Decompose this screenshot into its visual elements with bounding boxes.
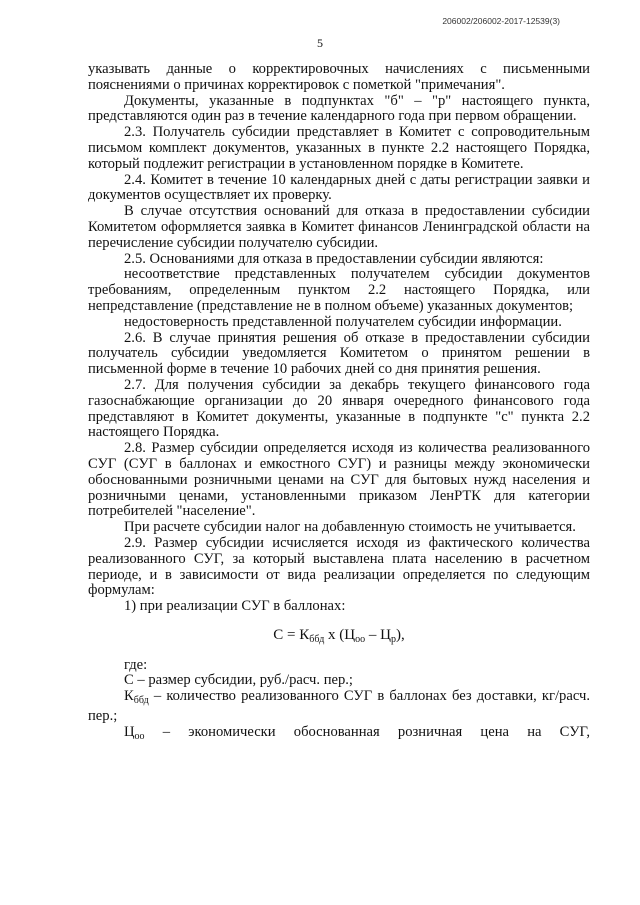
document-id: 206002/206002-2017-12539(3) (442, 16, 560, 26)
paragraph: 2.4. Комитет в течение 10 календарных дней с даты регистрации заявки и документов осуществляет их проверку. (88, 171, 590, 204)
paragraph: указывать данные о корректировочных начислениях с письменными пояснениями о причинах корректировок с пометкой "примечания". (88, 61, 590, 93)
definition-c: С – размер субсидии, руб./расч. пер.; (124, 672, 353, 689)
definition-k-symbol: К (124, 688, 134, 705)
formula-minus: – Ц (365, 626, 391, 643)
definition-k-text: – количество реализованного СУГ в баллонах без доставки, кг/расч. пер.; (88, 688, 590, 725)
paragraph: 2.3. Получатель субсидии представляет в Комитет с сопроводительным письмом комплект документов, указанных в пункте 2.2 настоящего Порядка, который подлежит регистрации в установленном порядке в Комитете. (88, 124, 590, 172)
paragraph: недостоверность представленной получателем субсидии информации. (124, 313, 562, 330)
formula-k-subscript: ббд (309, 633, 325, 645)
definition-k-subscript: ббд (133, 695, 149, 707)
definition-ts-symbol: Ц (124, 723, 135, 740)
page-number: 5 (317, 36, 323, 50)
formula-end: ), (395, 626, 405, 643)
definition-k (88, 689, 590, 725)
formula-mid: х (Ц (324, 626, 356, 643)
paragraph: В случае отсутствия оснований для отказа в предоставлении субсидии Комитетом оформляется заявка в Комитет финансов Ленинградской области на перечисление субсидии получателю субсидии. (88, 203, 590, 251)
definition-ts-subscript: оо (134, 730, 145, 742)
paragraph: 2.7. Для получения субсидии за декабрь текущего финансового года газоснабжающие организации до 20 января очередного финансового года представляют в Комитет документы, указанные в подпункте "с" пункта 2.2 настоящего Порядка. (88, 376, 590, 441)
document-body (88, 62, 590, 745)
definition-ts (88, 725, 590, 745)
formula-c1-subscript: оо (355, 633, 366, 645)
paragraph: При расчете субсидии налог на добавленную стоимость не учитывается. (124, 519, 576, 536)
formula-lhs: С = К (273, 626, 310, 643)
paragraph: 2.6. В случае принятия решения об отказе в предоставлении субсидии получатель субсидии уведомляется Комитетом о принятом решении в письменной форме в течение 10 рабочих дней со дня принятия решения. (88, 329, 590, 378)
paragraph: 1) при реализации СУГ в баллонах: (124, 598, 346, 615)
where-label: где: (124, 656, 148, 673)
formula-c2-subscript: р (390, 633, 396, 645)
paragraph: 2.9. Размер субсидии исчисляется исходя из фактического количества реализованного СУГ, за который выставлена плата населению в расчетном периоде, и в зависимости от вида реализации определяется по следующим формулам: (88, 534, 590, 599)
definition-ts-text: – экономически обоснованная розничная цена на СУГ, (144, 723, 590, 740)
paragraph: 2.5. Основаниями для отказа в предоставлении субсидии являются: (124, 250, 544, 267)
subsidy-formula (88, 628, 590, 648)
paragraph: несоответствие представленных получателем субсидии документов требованиям, определенным пунктом 2.2 настоящего Порядка, или непредставление (представление не в полном объеме) указанных документов; (88, 266, 590, 314)
paragraph: Документы, указанные в подпунктах "б" – "р" настоящего пункта, представляются один раз в течение календарного года при первом обращении. (88, 92, 590, 125)
paragraph: 2.8. Размер субсидии определяется исходя из количества реализованного СУГ (СУГ в баллонах и емкостного СУГ) и разницы между экономически обоснованными розничными ценами на СУГ для бытовых нужд населения и розничными ценами, установленными приказом ЛенРТК для категории потребителей "население". (88, 440, 590, 520)
